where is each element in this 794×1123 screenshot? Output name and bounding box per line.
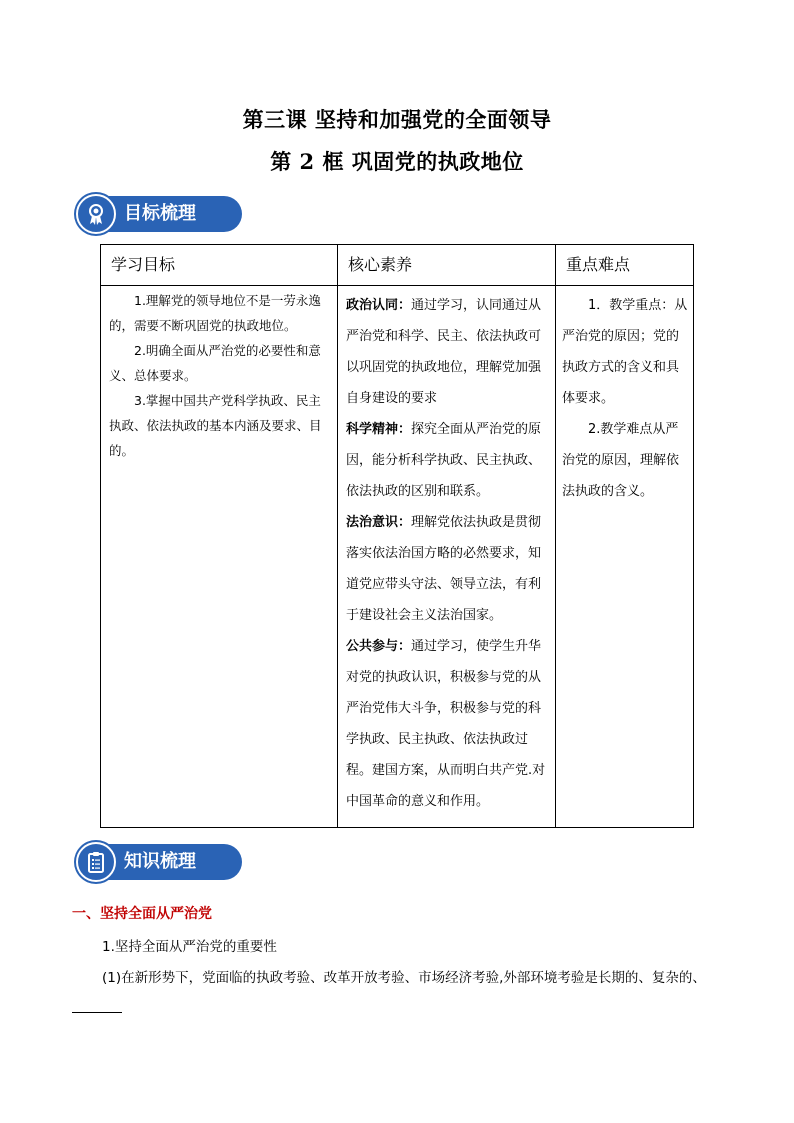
- literacy-label: 公共参与：: [346, 639, 412, 654]
- knowledge-item: 1.坚持全面从严治党的重要性: [102, 939, 277, 955]
- fill-in-blank-line: [72, 1012, 122, 1013]
- core-literacy-header: 核心素养: [338, 245, 556, 286]
- literacy-label: 法治意识：: [346, 515, 412, 530]
- knowledge-banner-label: 知识梳理: [124, 851, 196, 872]
- literacy-item: [346, 290, 550, 414]
- literacy-label: 科学精神：: [346, 422, 412, 437]
- section-title: 第 2 框 巩固党的执政地位: [270, 149, 524, 174]
- literacy-text: 通过学习，认同通过从严治党和科学、民主、依法执政可以巩固党的执政地位，理解党加强自身建设的要求: [346, 298, 542, 406]
- learning-goal-item: 2.明确全面从严治党的必要性和意义、总体要求。: [109, 343, 321, 383]
- goal-banner-label: 目标梳理: [124, 203, 196, 224]
- literacy-text: 理解党依法执政是贯彻落实依法治国方略的必然要求，知道党应带头守法、领导立法，有利于建设社会主义法治国家。: [346, 515, 542, 623]
- literacy-item: [346, 414, 550, 507]
- lesson-title: 第三课 坚持和加强党的全面领导: [242, 107, 552, 132]
- literacy-text: 探究全面从严治党的原因，能分析科学执政、民主执政、依法执政的区别和联系。: [346, 422, 542, 499]
- knowledge-banner: [76, 842, 242, 882]
- literacy-label: 政治认同：: [346, 298, 412, 313]
- literacy-text: 通过学习，使学生升华对党的执政认识，积极参与党的从严治党伟大斗争，积极参与党的科学执政、民主执政、依法执政过程。建国方案，从而明白共产党.对中国革命的意义和作用。: [346, 639, 546, 809]
- learning-goal-item: 3.掌握中国共产党科学执政、民主执政、依法执政的基本内涵及要求、目的。: [109, 393, 322, 458]
- learning-goals-column: [101, 245, 337, 827]
- key-points-column: [555, 245, 694, 827]
- knowledge-section-heading: 一、坚持全面从严治党: [72, 906, 212, 922]
- key-point-item: 1．教学重点：从严治党的原因；党的执政方式的含义和具体要求。: [562, 298, 688, 406]
- key-point-item: 2.教学难点从严治党的原因，理解依法执政的含义。: [562, 422, 680, 499]
- key-points-header: 重点难点: [556, 245, 694, 286]
- core-literacy-column: [337, 245, 556, 827]
- goal-table: [100, 244, 694, 828]
- clipboard-list-icon: [76, 842, 116, 882]
- literacy-item: [346, 631, 550, 817]
- learning-goal-item: 1.理解党的领导地位不是一劳永逸的，需要不断巩固党的执政地位。: [109, 293, 321, 333]
- award-ribbon-icon: [76, 194, 116, 234]
- literacy-item: [346, 507, 550, 631]
- knowledge-item-detail: (1)在新形势下，党面临的执政考验、改革开放考验、市场经济考验,外部环境考验是长期的、复杂的、: [102, 970, 706, 986]
- goal-banner: [76, 194, 242, 234]
- learning-goals-header: 学习目标: [101, 245, 337, 286]
